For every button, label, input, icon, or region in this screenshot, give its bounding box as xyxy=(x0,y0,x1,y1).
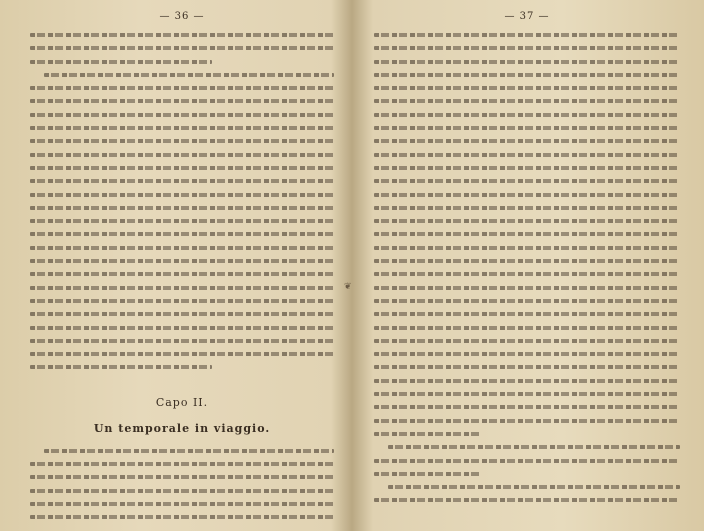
paragraph-block xyxy=(30,444,334,524)
paragraph-block xyxy=(30,28,334,374)
gutter-ornament: ❦ xyxy=(344,282,352,292)
page-number: — 37 — xyxy=(504,11,550,22)
page-number: — 36 — xyxy=(159,11,205,22)
chapter-label: Capo II. xyxy=(155,395,209,409)
paragraph-block xyxy=(374,28,680,507)
right-page xyxy=(352,0,704,531)
chapter-title: Un temporale in viaggio. xyxy=(93,421,271,435)
